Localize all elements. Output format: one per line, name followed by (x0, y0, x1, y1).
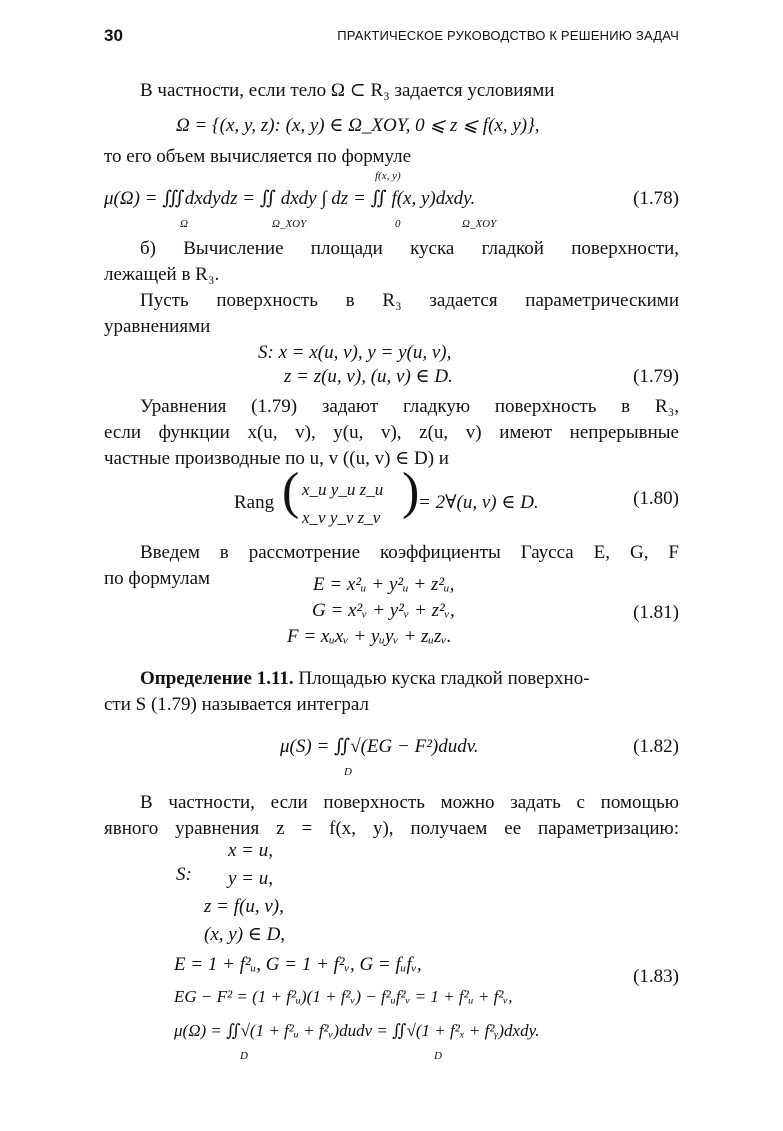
paragraph-line: Уравнения (1.79) задают гладкую поверхность в R₃, (140, 396, 679, 417)
paragraph-line: В частности, если тело Ω ⊂ R₃ задается условиями (140, 80, 555, 101)
paragraph-line: явного уравнения z = f(x, y), получаем ее параметризацию: (104, 818, 679, 839)
page-number: 30 (104, 26, 123, 45)
equation-1-83-line1: x = u, (228, 840, 274, 861)
page-header (104, 26, 679, 48)
paragraph-line: лежащей в R₃. (104, 264, 220, 285)
equation-number: (1.83) (633, 966, 679, 987)
equation-1-83-line2: y = u, (228, 868, 274, 889)
integral-lower-limit: Ω_XOY (272, 218, 307, 230)
definition-title: Определение 1.11. (140, 668, 294, 689)
equation-1-83-line5: E = 1 + f²ᵤ, G = 1 + f²ᵥ, G = fᵤfᵥ, (174, 954, 422, 975)
integral-lower-limit: Ω_XOY (462, 218, 497, 230)
integral-lower-limit: Ω (180, 218, 188, 230)
matrix-row-2: x_v y_v z_v (302, 508, 381, 527)
equation-1-79-line2: z = z(u, v), (u, v) ∈ D. (284, 366, 453, 387)
equation-1-82: μ(S) = ∬√(EG − F²)dudv. (280, 736, 479, 757)
integral-lower-limit: D (240, 1050, 248, 1062)
equation-number: (1.78) (633, 188, 679, 209)
matrix-row-1: x_u y_u z_u (302, 480, 384, 499)
rang-label: Rang (234, 492, 275, 513)
integral-upper-limit: f(x, y) (375, 170, 401, 182)
equation-1-83-line3: z = f(u, v), (204, 896, 284, 917)
equation-number: (1.82) (633, 736, 679, 757)
equation-1-81-line1: E = x²ᵤ + y²ᵤ + z²ᵤ, (313, 574, 455, 595)
equation-1-79-line1: S: x = x(u, v), y = y(u, v), (258, 342, 452, 363)
integral-lower-limit: 0 (395, 218, 401, 230)
integral-lower-limit: D (344, 766, 352, 778)
integral-lower-limit: D (434, 1050, 442, 1062)
equation-number: (1.79) (633, 366, 679, 387)
equation-omega: Ω = {(x, y, z): (x, y) ∈ Ω_XOY, 0 ⩽ z ⩽ f(x, y)}, (176, 115, 540, 136)
paragraph-line: сти S (1.79) называется интеграл (104, 694, 369, 715)
equation-number: (1.81) (633, 602, 679, 623)
paragraph-line: уравнениями (104, 316, 211, 337)
equation-1-78: μ(Ω) = ∭dxdydz = ∬ dxdy ∫ dz = ∬ f(x, y)dxdy. (104, 188, 476, 209)
paragraph-line: по формулам (104, 568, 211, 589)
equation-1-81-line2: G = x²ᵥ + y²ᵥ + z²ᵥ, (312, 600, 455, 621)
equation-1-83-S: S: (176, 864, 192, 885)
equation-1-83-line6: EG − F² = (1 + f²ᵤ)(1 + f²ᵥ) − f²ᵤf²ᵥ = 1 + f²ᵤ + f²ᵥ, (174, 987, 513, 1006)
equation-number: (1.80) (633, 488, 679, 509)
paragraph-line: В частности, если поверхность можно задать с помощью (140, 792, 679, 813)
paragraph-line: частные производные по u, v ((u, v) ∈ D) и (104, 448, 449, 469)
definition-text: Площадью куска гладкой поверхно- (293, 668, 590, 689)
paragraph-line: б) Вычисление площади куска гладкой поверхности, (140, 238, 679, 259)
running-title: ПРАКТИЧЕСКОЕ РУКОВОДСТВО К РЕШЕНИЮ ЗАДАЧ (337, 28, 679, 43)
equation-1-83-line7: μ(Ω) = ∬√(1 + f²ᵤ + f²ᵥ)dudv = ∬√(1 + f²ₓ + f²ᵧ)dxdy. (174, 1021, 540, 1040)
equation-1-81-line3: F = xᵤxᵥ + yᵤyᵥ + zᵤzᵥ. (287, 626, 452, 647)
equation-1-80-rhs: = 2∀(u, v) ∈ D. (418, 492, 539, 513)
left-paren: ( (282, 463, 300, 520)
paragraph-line: Пусть поверхность в R₃ задается параметрическими (140, 290, 679, 311)
paragraph-line: если функции x(u, v), y(u, v), z(u, v) имеют непрерывные (104, 422, 679, 443)
equation-1-83-line4: (x, y) ∈ D, (204, 924, 286, 945)
paragraph-line: Введем в рассмотрение коэффициенты Гаусса E, G, F (140, 542, 679, 563)
paragraph-line: то его объем вычисляется по формуле (104, 146, 412, 167)
right-paren: ) (402, 463, 420, 520)
definition-line (140, 666, 679, 692)
